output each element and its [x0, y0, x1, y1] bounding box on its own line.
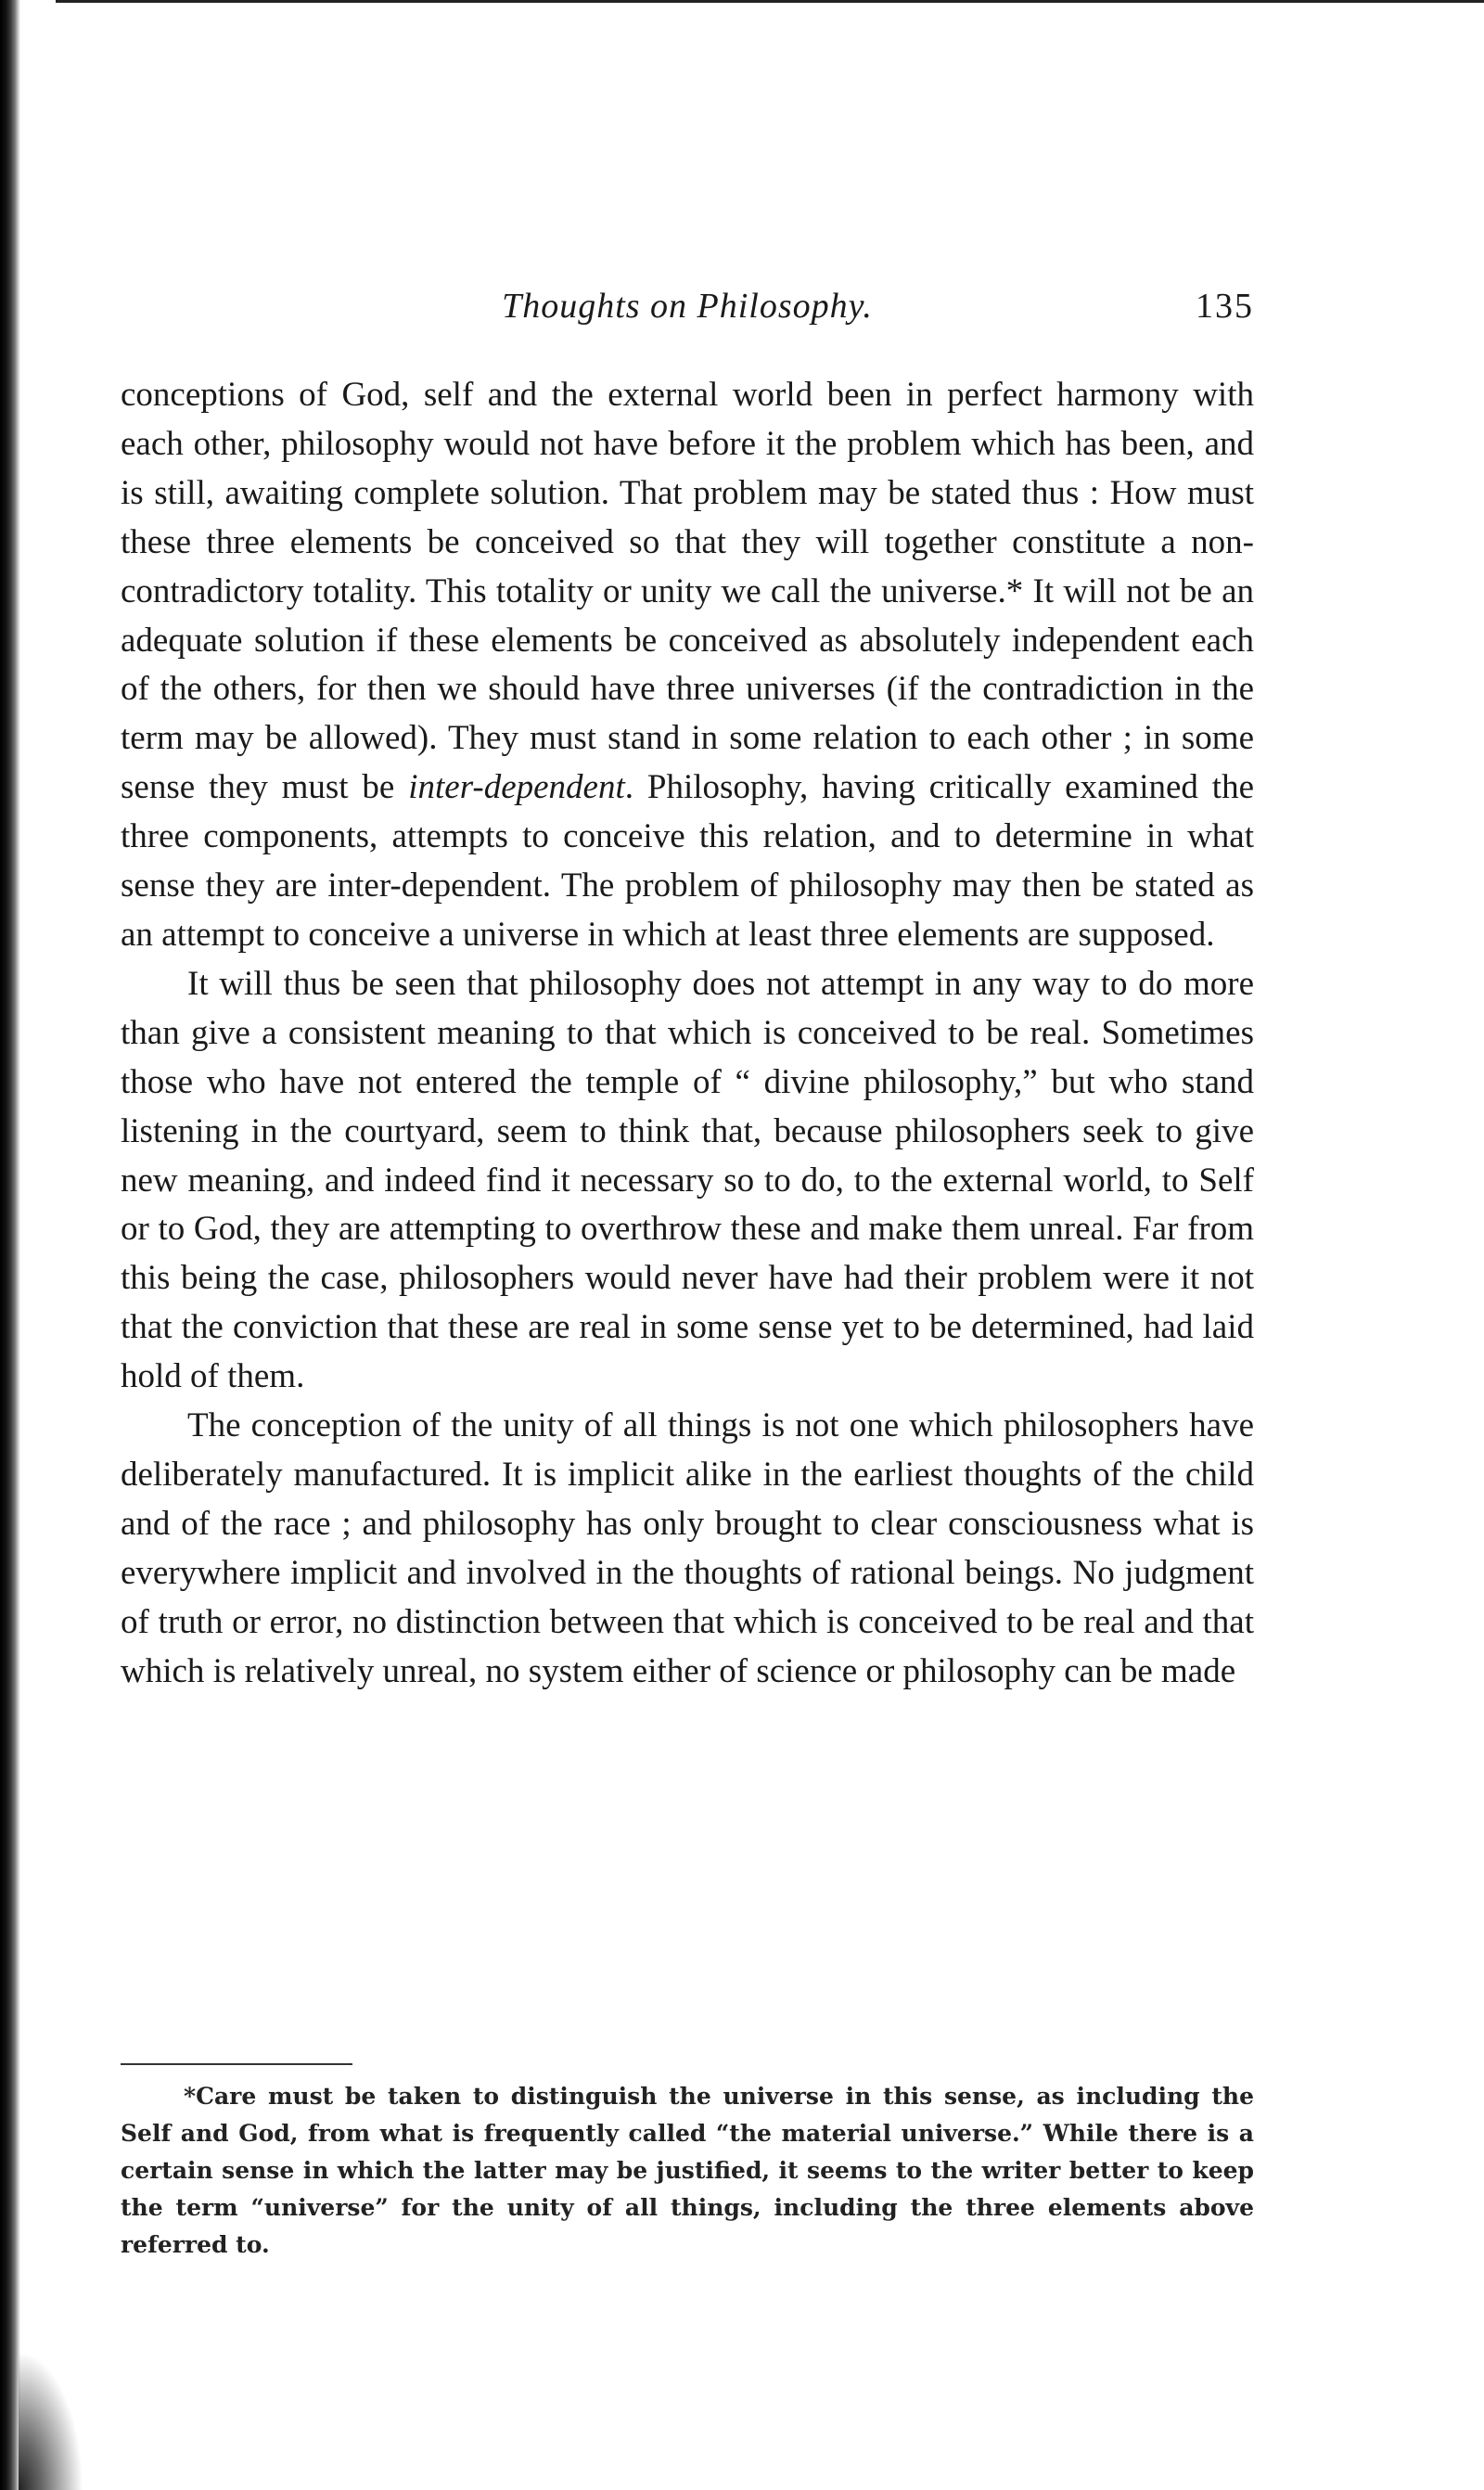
page-header — [121, 286, 1254, 332]
footnote-rule — [121, 2063, 352, 2065]
main-text — [121, 371, 1254, 1696]
footnote — [121, 2078, 1254, 2264]
footnote-marker: * — [184, 2083, 197, 2110]
page-corner-smudge — [19, 2351, 83, 2490]
paragraph-1-italic: inter-dependent — [408, 768, 625, 807]
paragraph-1-text: conceptions of God, self and the external world been in perfect harmony with each other, philosophy would not have before it the problem which has been, and is still, awaiting complete solution. That problem may be stated thus : How must these three elements be conceived so that they will together constitute a non-contradictory totality. This totality or unity we call the universe.* It will not be an adequate solution if these elements be conceived as absolutely independent each of the others, for then we should have three universes (if the contradiction in the term may be allowed). They must stand in some relation to each other ; in some sense they must be — [121, 376, 1254, 807]
paragraph-3: The conception of the unity of all things is not one which philosophers have deliberately manufactured. It is implicit alike in the earliest thoughts of the child and of the race ; and philosophy has only brought to clear consciousness what is everywhere implicit and involved in the thoughts of rational beings. No judgment of truth or error, no distinction between that which is conceived to be real and that which is relatively unreal, no system either of science or philosophy can be made — [121, 1406, 1254, 1690]
book-spine-shadow — [0, 0, 20, 2490]
paragraph-1-text-end: . Philosophy, having critically examined the three components, attempts to conceive this relation, and to determine in what sense they are inter-dependent. The problem of philosophy may then be stated as an attempt to conceive a universe in which at least three elements are supposed. — [121, 768, 1254, 954]
page-number: 135 — [1196, 287, 1254, 326]
running-head: Thoughts on Philosophy. — [502, 287, 873, 326]
top-edge-rule — [56, 0, 1484, 3]
footnote-text: Care must be taken to distinguish the universe in this sense, as including the Self and God, from what is frequently called “the material universe.” While there is a certain sense in which the latter may be justified, it seems to the writer better to keep the term “universe” for the unity of all things, including the three elements above referred to. — [121, 2083, 1254, 2258]
paragraph-1 — [121, 371, 1254, 960]
paragraph-2: It will thus be seen that philosophy does not attempt in any way to do more than give a consistent meaning to that which is conceived to be real. Sometimes those who have not entered the temple of “ divine philosophy,” but who stand listening in the courtyard, seem to think that, because philosophers seek to give new meaning, and indeed find it necessary so to do, to the external world, to Self or to God, they are attempting to overthrow these and make them unreal. Far from this being the case, philosophers would never have had their problem were it not that the conviction that these are real in some sense yet to be determined, had laid hold of them. — [121, 964, 1254, 1396]
